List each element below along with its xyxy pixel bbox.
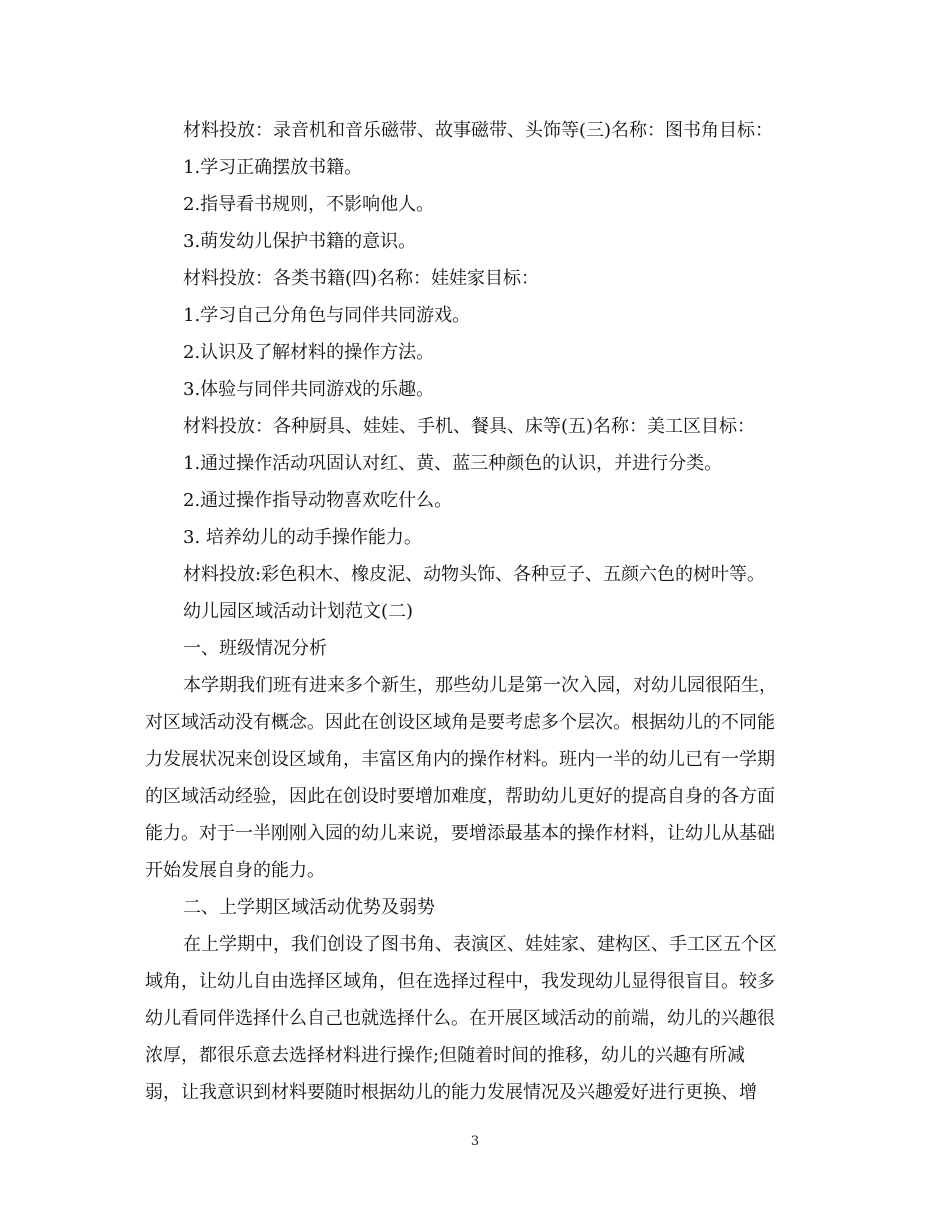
text-line: 1.通过操作活动巩固认对红、黄、蓝三种颜色的认识，并进行分类。: [183, 453, 723, 474]
text-line: 域角，让幼儿自由选择区域角，但在选择过程中，我发现幼儿显得很盲目。较多: [145, 971, 775, 992]
text-line: 幼儿看同伴选择什么自己也就选择什么。在开展区域活动的前端，幼儿的兴趣很: [145, 1008, 775, 1029]
text-line: 材料投放：各种厨具、娃娃、手机、餐具、床等(五)名称：美工区目标：: [183, 416, 756, 437]
text-line: 对区域活动没有概念。因此在创设区域角是要考虑多个层次。根据幼儿的不同能: [145, 712, 775, 733]
text-line: 材料投放：录音机和音乐磁带、故事磁带、头饰等(三)名称：图书角目标：: [183, 120, 774, 141]
text-line: 1.学习正确摆放书籍。: [183, 157, 363, 178]
text-line: 能力。对于一半刚刚入园的幼儿来说，要增添最基本的操作材料，让幼儿从基础: [145, 823, 775, 844]
text-line: 的区域活动经验，因此在创设时要增加难度，帮助幼儿更好的提高自身的各方面: [145, 786, 775, 807]
text-line: 一、班级情况分析: [183, 638, 327, 659]
text-line: 材料投放：各类书籍(四)名称：娃娃家目标：: [183, 268, 540, 289]
text-line: 2.认识及了解材料的操作方法。: [183, 342, 435, 363]
text-line: 材料投放:彩色积木、橡皮泥、动物头饰、各种豆子、五颜六色的树叶等。: [183, 564, 766, 585]
text-line: 弱，让我意识到材料要随时根据幼儿的能力发展情况及兴趣爱好进行更换、增: [145, 1082, 757, 1103]
text-line: 浓厚，都很乐意去选择材料进行操作;但随着时间的推移，幼儿的兴趣有所减: [145, 1045, 746, 1066]
text-line: 3. 培养幼儿的动手操作能力。: [183, 527, 422, 548]
document-body: [145, 112, 805, 1111]
text-line: 在上学期中，我们创设了图书角、表演区、娃娃家、建构区、手工区五个区: [183, 934, 777, 955]
text-line: 幼儿园区域活动计划范文(二): [183, 601, 414, 622]
text-line: 3.萌发幼儿保护书籍的意识。: [183, 231, 417, 252]
page-number: 3: [470, 1134, 480, 1149]
text-line: 二、上学期区域活动优势及弱势: [183, 897, 435, 918]
text-line: 1.学习自己分角色与同伴共同游戏。: [183, 305, 471, 326]
text-line: 2.通过操作指导动物喜欢吃什么。: [183, 490, 453, 511]
text-line: 本学期我们班有进来多个新生，那些幼儿是第一次入园，对幼儿园很陌生，: [183, 675, 777, 696]
text-line: 开始发展自身的能力。: [145, 860, 325, 881]
text-line: 2.指导看书规则，不影响他人。: [183, 194, 435, 215]
text-line: 力发展状况来创设区域角，丰富区角内的操作材料。班内一半的幼儿已有一学期: [145, 749, 775, 770]
text-line: 3.体验与同伴共同游戏的乐趣。: [183, 379, 435, 400]
